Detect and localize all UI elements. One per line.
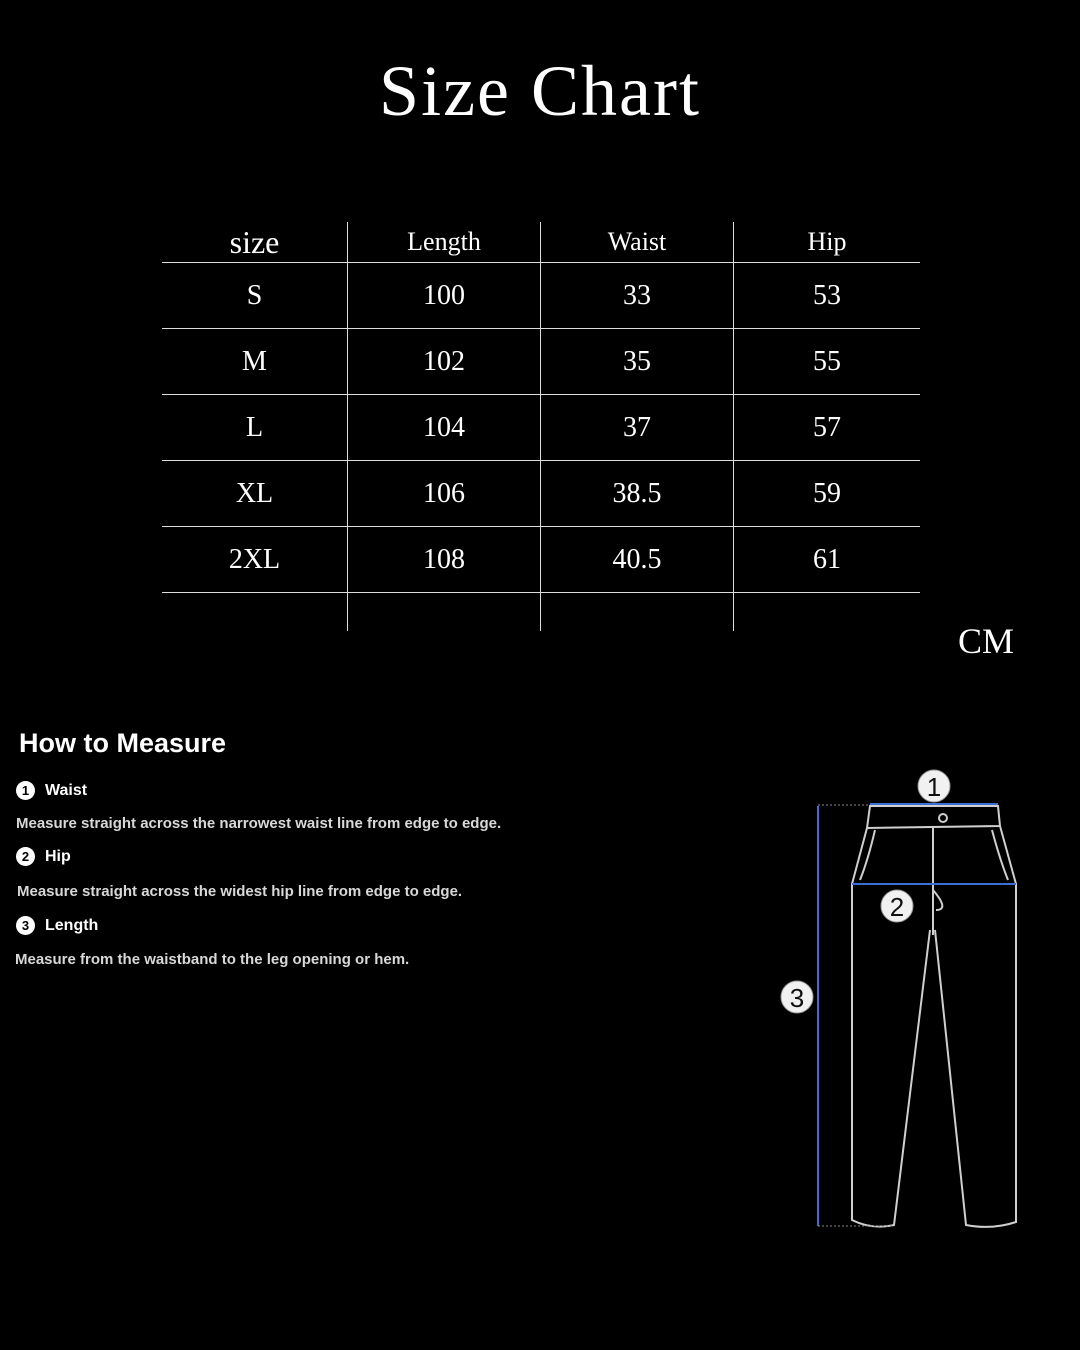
svg-text:2: 2: [889, 892, 905, 922]
measure-item-label: Waist: [45, 781, 88, 799]
table-cell: M: [162, 329, 348, 395]
marker-3: [781, 981, 813, 1013]
svg-text:3: 3: [789, 983, 805, 1013]
table-cell: [541, 593, 734, 632]
table-cell: 59: [734, 461, 921, 527]
size-table: [162, 222, 920, 631]
how-to-measure-heading: How to Measure: [19, 728, 227, 758]
table-cell: 40.5: [541, 527, 734, 593]
table-cell: 53: [734, 263, 921, 329]
column-header: size: [162, 222, 348, 263]
table-cell: 38.5: [541, 461, 734, 527]
column-header: Length: [348, 222, 541, 263]
table-cell: 2XL: [162, 527, 348, 593]
table-cell: [162, 593, 348, 632]
table-cell: [348, 593, 541, 632]
table-cell: XL: [162, 461, 348, 527]
pants-outline-icon: [852, 806, 1016, 1227]
table-cell: 33: [541, 263, 734, 329]
table-cell: 35: [541, 329, 734, 395]
table-row: [162, 527, 920, 593]
table-cell: [734, 593, 921, 632]
table-cell: 108: [348, 527, 541, 593]
length-description: Measure from the waistband to the leg opening or hem.: [15, 951, 410, 968]
table-row: [162, 461, 920, 527]
column-header: Waist: [541, 222, 734, 263]
table-cell: L: [162, 395, 348, 461]
marker-2: [881, 890, 913, 922]
table-cell: 102: [348, 329, 541, 395]
measure-item-label: Length: [45, 916, 99, 934]
table-row: [162, 263, 920, 329]
table-cell: 104: [348, 395, 541, 461]
hip-description: Measure straight across the widest hip line from edge to edge.: [17, 883, 463, 900]
svg-text:1: 1: [926, 772, 942, 802]
table-cell: 55: [734, 329, 921, 395]
measure-lines: [818, 804, 1016, 1226]
table-row-empty: [162, 593, 920, 632]
table-row: [162, 395, 920, 461]
number-1-icon: 1: [16, 781, 35, 800]
table-cell: 100: [348, 263, 541, 329]
unit-label: CM: [958, 621, 1015, 661]
waist-description: Measure straight across the narrowest waist line from edge to edge.: [16, 815, 502, 832]
table-cell: 37: [541, 395, 734, 461]
length-label: [16, 916, 98, 935]
pants-diagram: [770, 760, 1040, 1240]
table-header-row: [162, 222, 920, 263]
number-2-icon: 2: [16, 847, 35, 866]
column-header: Hip: [734, 222, 921, 263]
table-cell: 61: [734, 527, 921, 593]
page-title: Size Chart: [379, 51, 701, 131]
table-cell: 57: [734, 395, 921, 461]
table-cell: 106: [348, 461, 541, 527]
table-cell: S: [162, 263, 348, 329]
marker-1: [918, 770, 950, 802]
measure-item-label: Hip: [45, 847, 71, 865]
hip-label: [16, 847, 71, 866]
number-3-icon: 3: [16, 916, 35, 935]
table-row: [162, 329, 920, 395]
waist-label: [16, 781, 87, 800]
